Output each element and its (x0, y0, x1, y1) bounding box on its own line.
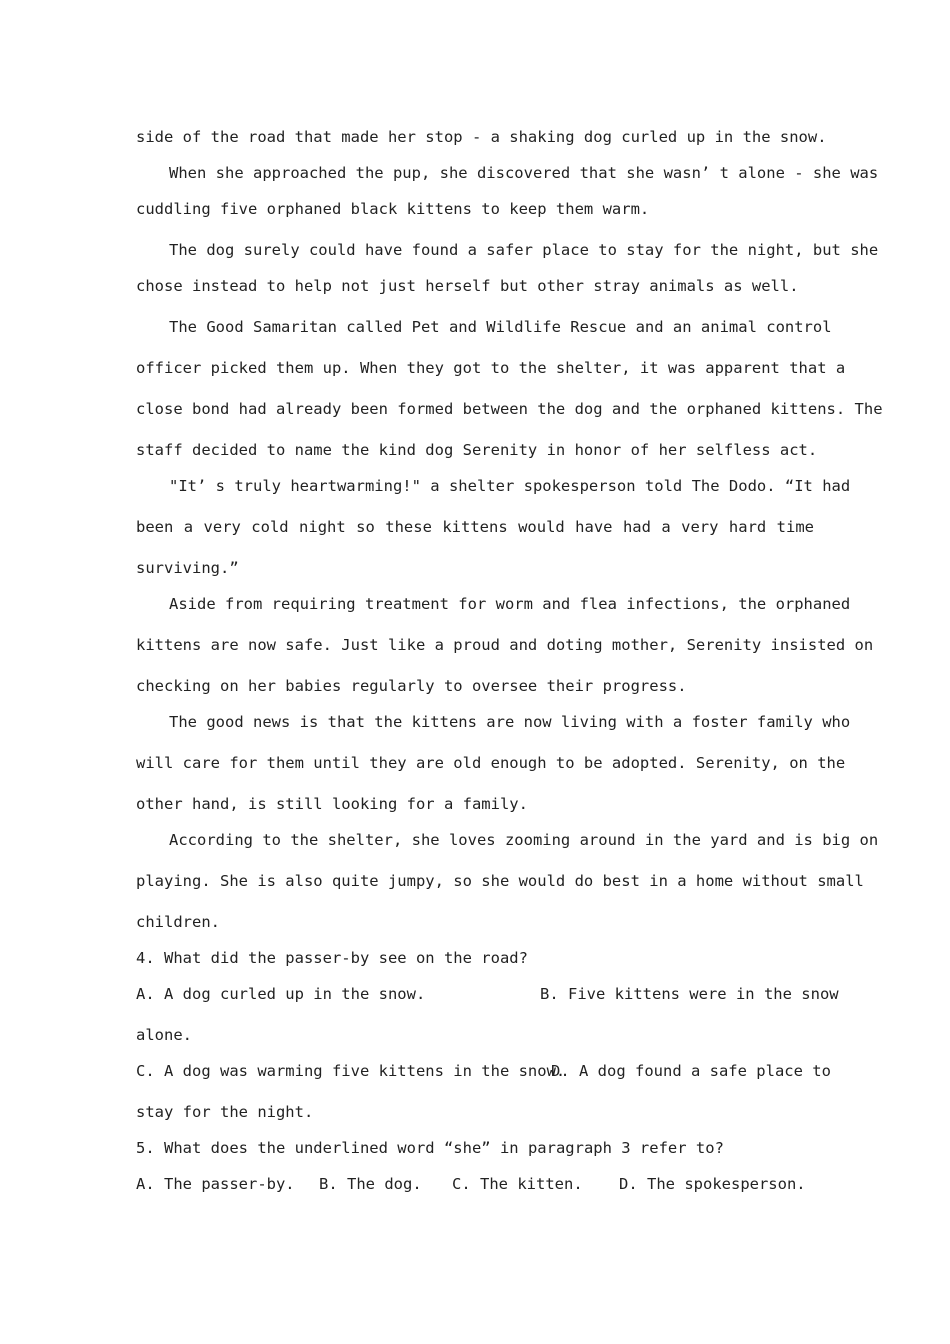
question-4-option-d-cont: stay for the night. (136, 1103, 314, 1121)
question-4-option-c: C. A dog was warming five kittens in the snow. (136, 1062, 566, 1080)
passage (136, 122, 883, 1205)
passage-line: surviving.” (136, 559, 239, 577)
question-4-stem: 4. What did the passer-by see on the road? (136, 949, 528, 967)
passage-line: The Good Samaritan called Pet and Wildlife Rescue and an animal control (169, 318, 832, 336)
question-5-option-d: D. The spokesperson. (619, 1175, 806, 1193)
passage-line: close bond had already been formed between the dog and the orphaned kittens. The (136, 400, 883, 418)
passage-line: playing. She is also quite jumpy, so she would do best in a home without small (136, 872, 864, 890)
passage-line: "It’ s truly heartwarming!" a shelter spokesperson told The Dodo. “It had (169, 477, 851, 495)
passage-line: chose instead to help not just herself but other stray animals as well. (136, 277, 799, 295)
question-4-option-d: D. A dog found a safe place to (551, 1062, 831, 1080)
passage-line: Aside from requiring treatment for worm and flea infections, the orphaned (169, 595, 851, 613)
question-4-options-ab (136, 979, 839, 1020)
question-4-option-b-cont: alone. (136, 1026, 192, 1044)
passage-line: will care for them until they are old enough to be adopted. Serenity, on the (136, 754, 846, 772)
passage-line: side of the road that made her stop - a shaking dog curled up in the snow. (136, 128, 827, 146)
passage-line: children. (136, 913, 220, 931)
passage-line: The good news is that the kittens are now living with a foster family who (169, 713, 851, 731)
passage-line: When she approached the pup, she discovered that she wasn’ t alone - she was (169, 164, 879, 182)
passage-line: checking on her babies regularly to oversee their progress. (136, 677, 687, 695)
passage-line: The dog surely could have found a safer place to stay for the night, but she (169, 241, 879, 259)
passage-line: staff decided to name the kind dog Serenity in honor of her selfless act. (136, 441, 818, 459)
question-5-option-c: C. The kitten. (452, 1175, 583, 1193)
passage-line: been a very cold night so these kittens would have had a very hard time (136, 518, 814, 536)
question-5-stem (136, 1133, 814, 1169)
question-5-options (136, 1169, 814, 1205)
passage-line: According to the shelter, she loves zooming around in the yard and is big on (169, 831, 879, 849)
question-5-stem-before: 5. What does the underlined word (136, 1139, 444, 1157)
question-5-stem-after: in paragraph 3 refer to? (490, 1139, 724, 1157)
question-5-option-a: A. The passer-by. (136, 1175, 295, 1193)
question-5-option-b: B. The dog. (319, 1175, 422, 1193)
passage-line: kittens are now safe. Just like a proud and doting mother, Serenity insisted on (136, 636, 874, 654)
question-4-option-b: B. Five kittens were in the snow (540, 985, 839, 1003)
passage-line: cuddling five orphaned black kittens to keep them warm. (136, 200, 650, 218)
question-5-underlined-word: “she” (443, 1139, 491, 1157)
question-4-options-cd (136, 1056, 831, 1097)
passage-line: officer picked them up. When they got to the shelter, it was apparent that a (136, 359, 846, 377)
question-4-option-a: A. A dog curled up in the snow. (136, 985, 426, 1003)
passage-line: other hand, is still looking for a family. (136, 795, 528, 813)
